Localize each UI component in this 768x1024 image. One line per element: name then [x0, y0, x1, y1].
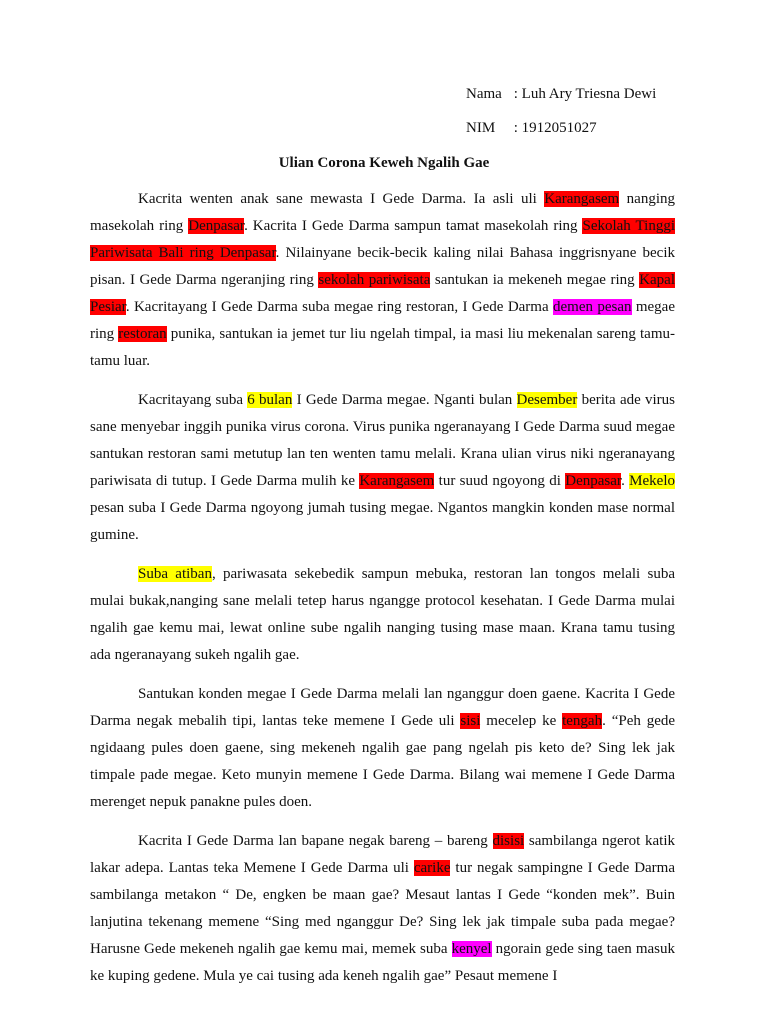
highlighted-word: sekolah pariwisata: [318, 272, 431, 288]
name-value: : Luh Ary Triesna Dewi: [513, 86, 657, 102]
highlighted-word: Kapal Pesiar: [90, 272, 675, 315]
paragraph-text: pesan suba I Gede Darma ngoyong jumah tusing megae. Ngantos mangkin konden mase normal gumine.: [90, 500, 675, 543]
paragraph-text: , pariwasata sekebedik sampun mebuka, restoran lan tongos melali suba mulai bukak,nanging sane melali tetep harus ngangge protocol kesehatan. I Gede Darma mulai ngalih gae kemu mai, lewat online sube ngalih nanging tusing mase maan. Krana tamu tusing ada ngeranayang sukeh ngalih gae.: [90, 566, 675, 663]
document-body: [90, 186, 675, 1002]
paragraph-1: [90, 186, 675, 375]
paragraph-5: [90, 828, 675, 990]
highlighted-word: Suba atiban: [138, 566, 212, 582]
highlighted-word: Karangasem: [544, 191, 620, 207]
highlighted-word: 6 bulan: [247, 392, 293, 408]
document-title: Ulian Corona Keweh Ngalih Gae: [278, 155, 490, 171]
paragraph-4: [90, 681, 675, 816]
paragraph-text: ngorain gede sing taen masuk ke kuping gedene. Mula ye cai tusing ada keneh ngalih gae” Pesaut memene I: [90, 941, 675, 984]
student-name-line: [466, 86, 656, 103]
highlighted-word: disisi: [492, 833, 525, 849]
nim-label: NIM: [466, 120, 496, 136]
highlighted-word: Desember: [516, 392, 578, 408]
paragraph-text: nanging masekolah ring: [90, 191, 675, 234]
paragraph-text: mecelep ke: [480, 713, 563, 729]
paragraph-text: tur negak sampingne I Gede Darma sambilanga metakon “ De, engken be maan gae? Mesaut lantas I Gede “konden mek”. Buin lanjutina tekenang memene “Sing med nganggur De? Sing lek jak timpale suba pada megae? Harusne Gede mekeneh ngalih gae kemu mai, memek suba: [90, 860, 676, 957]
paragraph-text: sambilanga ngerot katik lakar adepa. Lantas teka Memene I Gede Darma uli: [90, 833, 675, 876]
paragraph-text: berita ade virus sane menyebar inggih punika virus corona. Virus punika ngeranayang I Gede Darma suud megae santukan restoran sami metutup lan ten wenten tamu melali. Krana ulian virus niki ngeranayang pariwisata di tutup. I Gede Darma mulih ke: [90, 392, 676, 489]
highlighted-word: carike: [413, 860, 451, 876]
paragraph-text: I Gede Darma megae. Nganti bulan: [292, 392, 517, 408]
highlighted-word: Denpasar: [188, 218, 245, 234]
paragraph-text: Santukan konden megae I Gede Darma melali lan nganggur doen gaene. Kacrita I Gede Darma negak mebalih tipi, lantas teke memene I Gede uli: [90, 686, 675, 729]
paragraph-text: tur suud ngoyong di: [434, 473, 566, 489]
paragraph-text: santukan ia mekeneh megae ring: [430, 272, 640, 288]
paragraph-text: . “Peh gede ngidaang pules doen gaene, sing mekeneh ngalih gae pang ngelah pis keto de? Sing lek jak timpale pade megae. Keto munyin memene I Gede Darma. Bilang wai memene I Gede Darma merenget nepuk panakne pules doen.: [90, 713, 676, 810]
paragraph-text: . Kacrita I Gede Darma sampun tamat masekolah ring: [244, 218, 583, 234]
highlighted-word: restoran: [118, 326, 167, 342]
paragraph-text: Kacrita wenten anak sane mewasta I Gede Darma. Ia asli uli: [138, 191, 545, 207]
paragraph-text: Kacritayang suba: [138, 392, 248, 408]
highlighted-word: Denpasar: [565, 473, 622, 489]
highlighted-word: sisi: [460, 713, 481, 729]
paragraph-2: [90, 387, 675, 549]
nim-value: : 1912051027: [513, 120, 597, 136]
highlighted-word: Sekolah Tinggi Pariwisata Bali ring Denpasar: [90, 218, 675, 261]
paragraph-3: [90, 561, 675, 669]
highlighted-word: demen pesan: [553, 299, 632, 315]
paragraph-text: Kacrita I Gede Darma lan bapane negak bareng – bareng: [138, 833, 493, 849]
paragraph-text: . Nilainyane becik-becik kaling nilai Bahasa inggrisnyane becik pisan. I Gede Darma ngeranjing ring: [90, 245, 675, 288]
student-nim-line: [466, 120, 597, 137]
highlighted-word: kenyel: [451, 941, 492, 957]
paragraph-text: megae ring: [90, 299, 676, 342]
highlighted-word: Mekelo: [629, 473, 675, 489]
highlighted-word: tengah: [562, 713, 603, 729]
paragraph-text: punika, santukan ia jemet tur liu ngelah timpal, ia masi liu mekenalan sareng tamu-tamu luar.: [90, 326, 675, 369]
name-label: Nama: [466, 86, 502, 102]
highlighted-word: Karangasem: [359, 473, 435, 489]
paragraph-text: .: [621, 473, 630, 489]
paragraph-text: . Kacritayang I Gede Darma suba megae ring restoran, I Gede Darma: [125, 299, 553, 315]
